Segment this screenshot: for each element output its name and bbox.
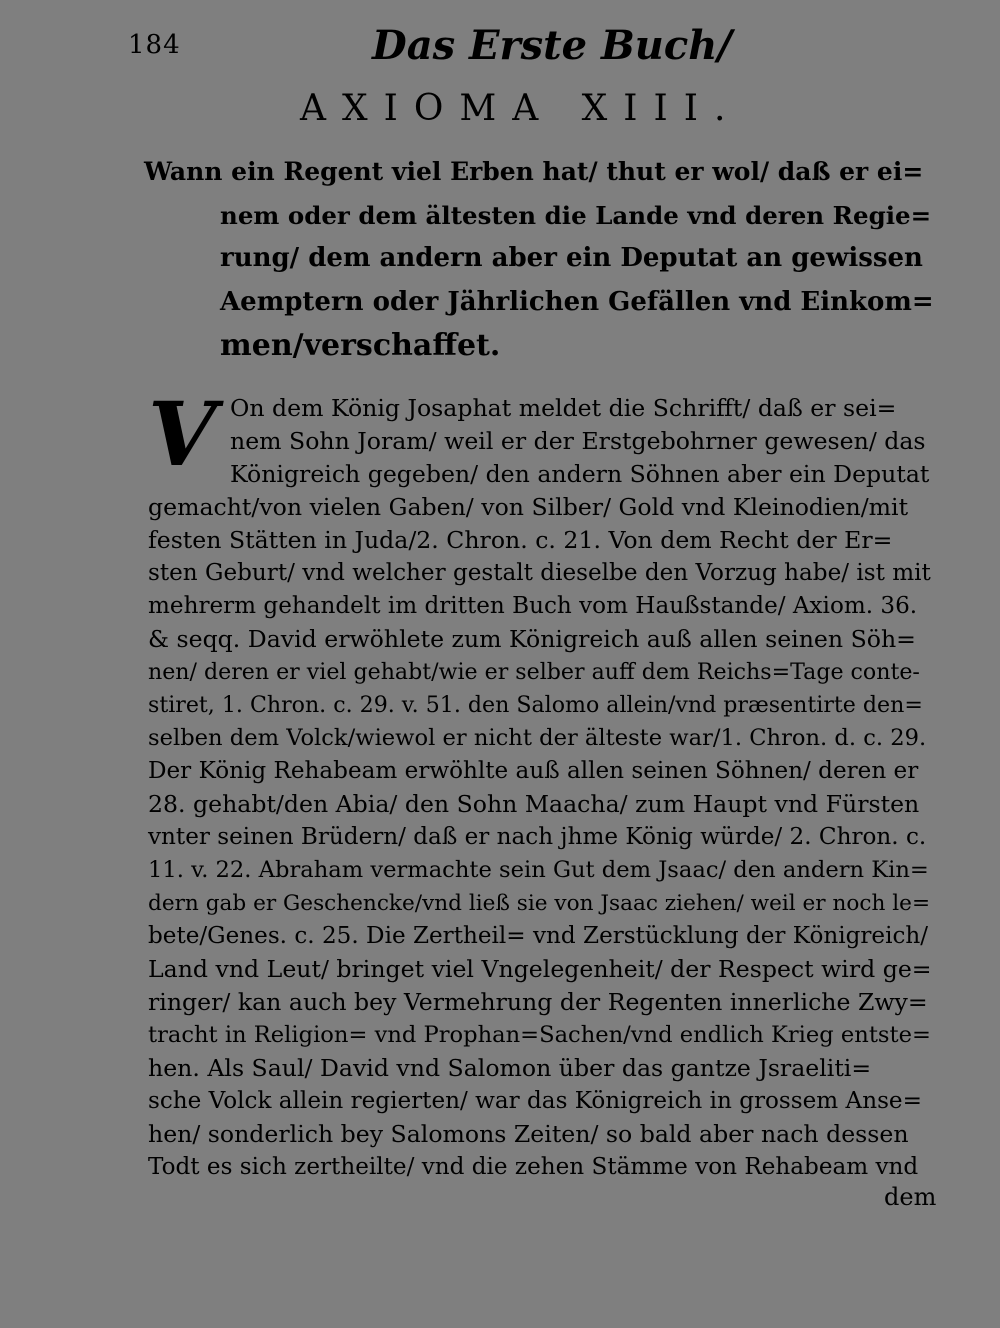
body-line: bete/Genes. c. 25. Die Zertheil= vnd Zerstücklung der Königreich/ [148,923,929,949]
body-line: vnter seinen Brüdern/ daß er nach jhme König würde/ 2. Chron. c. [148,824,927,850]
body-line: stiret, 1. Chron. c. 29. v. 51. den Salomo allein/vnd præsentirte den= [148,692,923,718]
heading-line: rung/ dem andern aber ein Deputat an gewissen [220,243,923,273]
running-title: Das Erste Buch/ [372,22,732,69]
heading-line: men/verschaffet. [220,328,501,363]
heading-line: Wann ein Regent viel Erben hat/ thut er wol/ daß er ei= [144,157,924,186]
body-line: Königreich gegeben/ den andern Söhnen aber ein Deputat [230,460,930,488]
body-line: dern gab er Geschencke/vnd ließ sie von Jsaac ziehen/ weil er noch le= [148,891,931,916]
axioma-title: AXIOMA XIII. [300,88,742,129]
heading-line: Aemptern oder Jährlichen Gefällen vnd Einkom= [220,286,934,317]
body-line: sche Volck allein regierten/ war das Königreich in grossem Anse= [148,1088,922,1114]
catchword: dem [884,1183,937,1211]
drop-cap-initial: V [148,382,217,486]
page-number: 184 [128,30,181,60]
body-line: hen. Als Saul/ David vnd Salomon über das gantze Jsraeliti= [148,1054,872,1082]
body-line: & seqq. David erwöhlete zum Königreich auß allen seinen Söh= [148,625,916,653]
body-line: sten Geburt/ vnd welcher gestalt dieselbe den Vorzug habe/ ist mit [148,560,931,586]
body-line: Der König Rehabeam erwöhlte auß allen seinen Söhnen/ deren er [148,758,919,784]
body-line: 28. gehabt/den Abia/ den Sohn Maacha/ zum Haupt vnd Fürsten [148,790,920,818]
body-line: Land vnd Leut/ bringet viel Vngelegenheit/ der Respect wird ge= [148,955,932,983]
body-line: mehrerm gehandelt im dritten Buch vom Haußstande/ Axiom. 36. [148,593,918,619]
body-line: ringer/ kan auch bey Vermehrung der Regenten innerliche Zwy= [148,988,928,1016]
body-line: nem Sohn Joram/ weil er der Erstgebohrner gewesen/ das [230,427,926,455]
body-line: hen/ sonderlich bey Salomons Zeiten/ so bald aber nach dessen [148,1120,909,1148]
body-line: nen/ deren er viel gehabt/wie er selber auff dem Reichs=Tage conte- [148,659,920,685]
body-line: Todt es sich zertheilte/ vnd die zehen Stämme von Rehabeam vnd [148,1154,919,1180]
axiom-heading [144,150,934,368]
body-line: tracht in Religion= vnd Prophan=Sachen/vnd endlich Krieg entste= [148,1022,931,1048]
body-line: selben dem Volck/wiewol er nicht der älteste war/1. Chron. d. c. 29. [148,725,927,751]
body-text [148,382,933,1184]
body-line: 11. v. 22. Abraham vermachte sein Gut dem Jsaac/ den andern Kin= [148,857,929,883]
body-line: festen Stätten in Juda/2. Chron. c. 21. Von dem Recht der Er= [148,526,893,554]
heading-line: nem oder dem ältesten die Lande vnd deren Regie= [220,200,932,230]
body-line: gemacht/von vielen Gaben/ von Silber/ Gold vnd Kleinodien/mit [148,493,909,521]
body-line: On dem König Josaphat meldet die Schrifft/ daß er sei= [230,394,897,422]
